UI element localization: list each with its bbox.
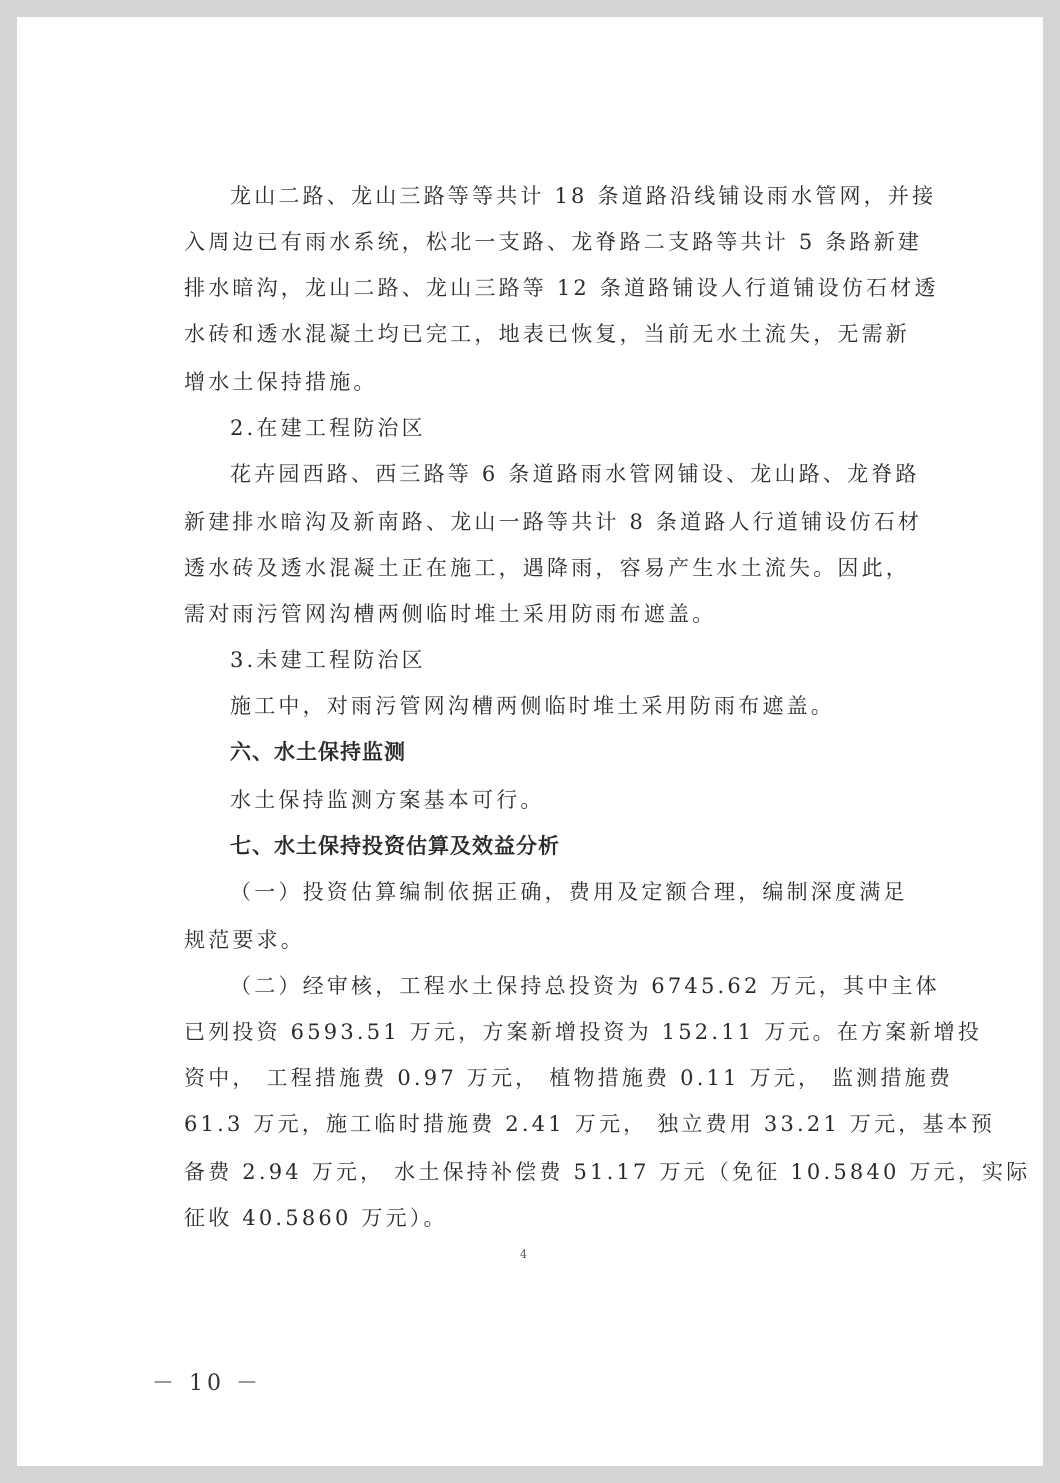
paragraph-line: 需对雨污管网沟槽两侧临时堆土采用防雨布遮盖。	[184, 602, 717, 626]
paragraph-line: 61.3 万元，施工临时措施费 2.41 万元， 独立费用 33.21 万元，基本预	[184, 1112, 996, 1136]
subheading: 2.在建工程防治区	[230, 416, 426, 440]
paragraph-line: 水砖和透水混凝土均已完工，地表已恢复，当前无水土流失，无需新	[184, 322, 910, 346]
paragraph-line: （一）投资估算编制依据正确，费用及定额合理，编制深度满足	[230, 880, 908, 904]
paragraph-line: 入周边已有雨水系统，松北一支路、龙脊路二支路等共计 5 条路新建	[184, 230, 923, 254]
paragraph-line: 规范要求。	[184, 928, 305, 952]
paragraph-line: 排水暗沟，龙山二路、龙山三路等 12 条道路铺设人行道铺设仿石材透	[184, 276, 939, 300]
section-heading: 六、水土保持监测	[230, 740, 406, 764]
paragraph-line: 新建排水暗沟及新南路、龙山一路等共计 8 条道路人行道铺设仿石材	[184, 510, 923, 534]
paragraph-line: 透水砖及透水混凝土正在施工，遇降雨，容易产生水土流失。因此，	[184, 556, 910, 580]
paragraph-line: 备费 2.94 万元， 水土保持补偿费 51.17 万元（免征 10.5840 万元，实际	[184, 1160, 1031, 1184]
paragraph-line: 施工中，对雨污管网沟槽两侧临时堆土采用防雨布遮盖。	[230, 694, 835, 718]
section-heading: 七、水土保持投资估算及效益分析	[230, 834, 560, 858]
footer-page-number: － 10 －	[152, 1371, 262, 1396]
paragraph-line: 增水土保持措施。	[184, 370, 378, 394]
paragraph-line: 征收 40.5860 万元）。	[184, 1206, 448, 1230]
inner-page-number: 4	[520, 1248, 527, 1261]
paragraph-line: （二）经审核，工程水土保持总投资为 6745.62 万元，其中主体	[230, 974, 940, 998]
paragraph-line: 已列投资 6593.51 万元，方案新增投资为 152.11 万元。在方案新增投	[184, 1020, 983, 1044]
paragraph-line: 龙山二路、龙山三路等等共计 18 条道路沿线铺设雨水管网，并接	[230, 184, 937, 208]
subheading: 3.未建工程防治区	[230, 648, 426, 672]
paragraph-line: 水土保持监测方案基本可行。	[230, 788, 545, 812]
paragraph-line: 资中， 工程措施费 0.97 万元， 植物措施费 0.11 万元， 监测措施费	[184, 1066, 954, 1090]
paragraph-line: 花卉园西路、西三路等 6 条道路雨水管网铺设、龙山路、龙脊路	[230, 462, 920, 486]
